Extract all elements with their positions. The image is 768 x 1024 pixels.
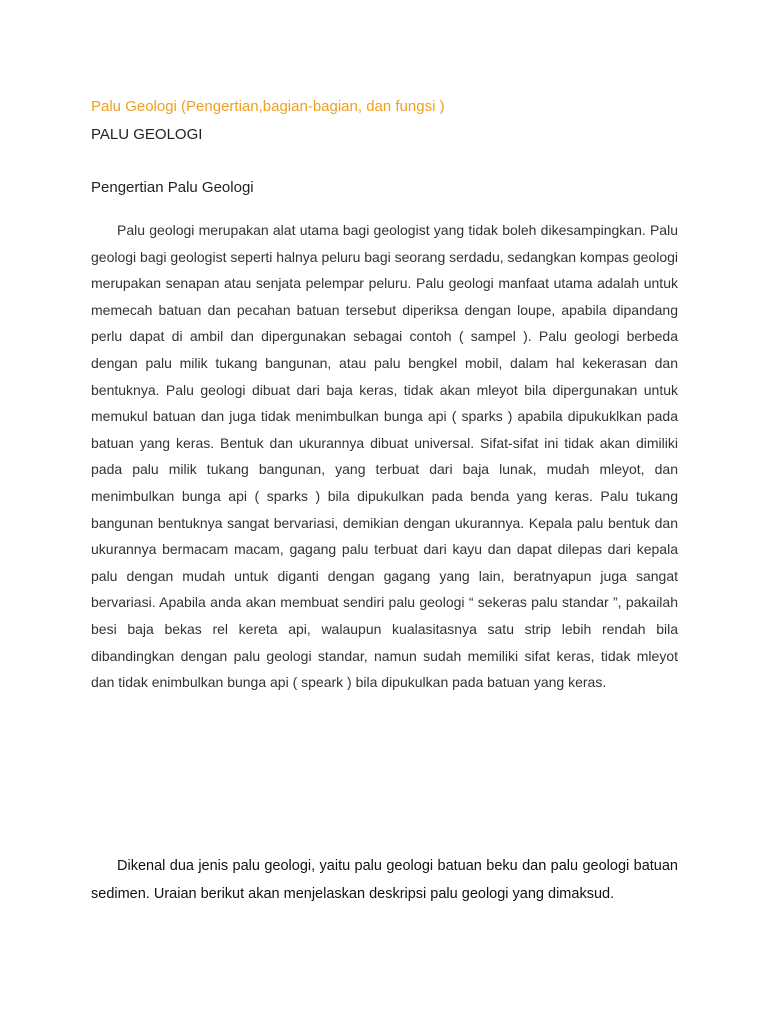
document-title: Palu Geologi (Pengertian,bagian-bagian, dan fungsi ) — [91, 98, 445, 115]
body-paragraph: Dikenal dua jenis palu geologi, yaitu palu geologi batuan beku dan palu geologi batuan sedimen. Uraian berikut akan menjelaskan deskripsi palu geologi yang dimaksud. — [91, 858, 678, 902]
document-subtitle: PALU GEOLOGI — [91, 126, 203, 143]
body-paragraph: Palu geologi merupakan alat utama bagi geologist yang tidak boleh dikesampingkan. Palu geologi bagi geologist seperti halnya peluru bagi seorang serdadu, sedangkan kompas geologi merupakan senapan atau senjata pelempar peluru. Palu geologi manfaat utama adalah untuk memecah batuan dan pecahan batuan tersebut diperiksa dengan loupe, apabila dipandang perlu dapat di ambil dan dipergunakan sebagai contoh ( sampel ). Palu geologi berbeda dengan palu milik tukang bangunan, atau palu bengkel mobil, dalam hal kekerasan dan bentuknya. Palu geologi dibuat dari baja keras, tidak akan mleyot bila dipergunakan untuk memukul batuan dan juga tidak menimbulkan bunga api ( sparks ) apabila dipukuklkan pada batuan yang keras. Bentuk dan ukurannya dibuat universal. Sifat-sifat ini tidak akan dimiliki pada palu milik tukang bangunan, yang terbuat dari baja lunak, mudah mleyot, dan menimbulkan bunga api ( sparks ) bila dipukulkan pada benda yang keras. Palu tukang bangunan bentuknya sangat bervariasi, demikian dengan ukurannya. Kepala palu bentuk dan ukurannya bermacam macam, gagang palu terbuat dari kayu dan dapat dilepas dari kepala palu dengan mudah untuk diganti dengan gagang yang lain, beratnyapun juga sangat bervariasi. Apabila anda akan membuat sendiri palu geologi “ sekeras palu standar ”, pakailah besi baja bekas rel kereta api, walaupun kualasitasnya satu strip lebih rendah bila dibandingkan dengan palu geologi standar, namun sudah memiliki sifat keras, tidak mleyot dan tidak enimbulkan bunga api ( speark ) bila dipukulkan pada batuan yang keras. — [91, 222, 678, 691]
section-heading: Pengertian Palu Geologi — [91, 179, 254, 196]
